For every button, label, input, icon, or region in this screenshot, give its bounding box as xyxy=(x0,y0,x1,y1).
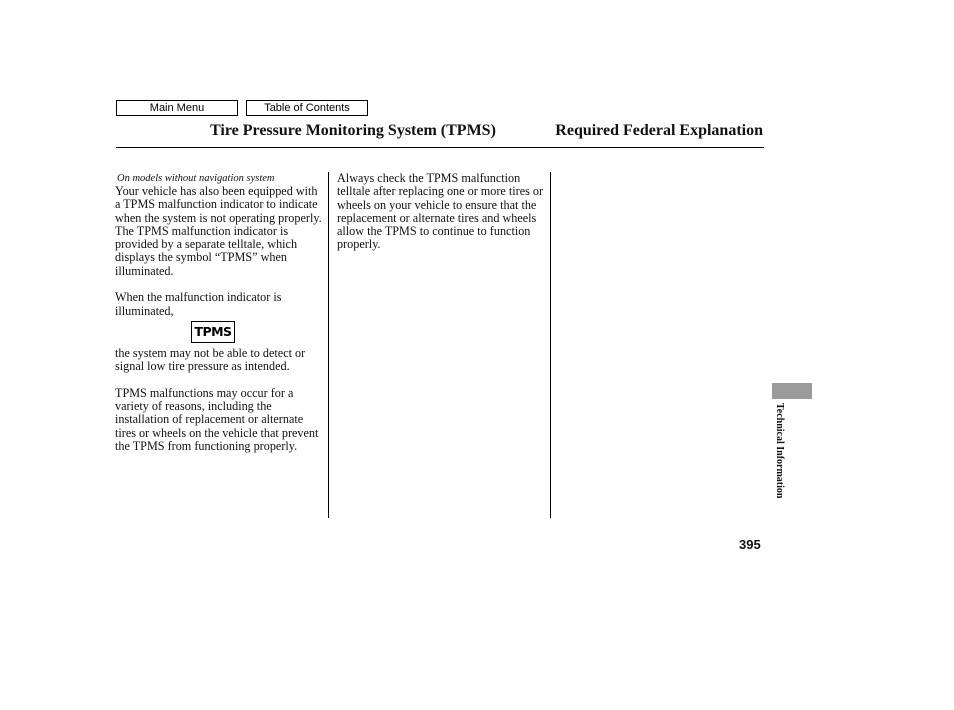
section-tab-label: Technical Information xyxy=(774,403,785,499)
page-header xyxy=(116,120,764,148)
paragraph: Always check the TPMS malfunction telltale after replacing one or more tires or wheels on your vehicle to ensure that the replacement or alternate tires and wheels allow the TPMS to continue to function properly. xyxy=(337,171,544,252)
section-subtitle: Required Federal Explanation xyxy=(555,122,763,139)
text-column-middle xyxy=(337,172,547,252)
page-number: 395 xyxy=(739,537,761,552)
tpms-indicator-icon xyxy=(191,321,235,343)
section-title: Tire Pressure Monitoring System (TPMS) xyxy=(210,122,496,139)
paragraph: When the malfunction indicator is illuminated, xyxy=(115,290,282,318)
paragraph: Your vehicle has also been equipped with a TPMS malfunction indicator to indicate when the system is not operating properly. The TPMS malfunction indicator is provided by a separate telltale, which displays the symbol “TPMS” when illuminated. xyxy=(115,184,322,278)
column-divider xyxy=(550,172,551,518)
section-tab[interactable] xyxy=(772,383,812,399)
table-of-contents-button[interactable]: Table of Contents xyxy=(246,100,368,116)
model-note: On models without navigation system xyxy=(117,173,275,184)
tpms-symbol-text: TPMS xyxy=(194,324,232,340)
paragraph: the system may not be able to detect or signal low tire pressure as intended. xyxy=(115,345,306,374)
text-column-left xyxy=(115,172,325,453)
paragraph: TPMS malfunctions may occur for a variety of reasons, including the installation of replacement or alternate tires or wheels on the vehicle that prevent the TPMS from functioning properly. xyxy=(115,385,319,454)
column-divider xyxy=(328,172,329,518)
main-menu-button[interactable]: Main Menu xyxy=(116,100,238,116)
